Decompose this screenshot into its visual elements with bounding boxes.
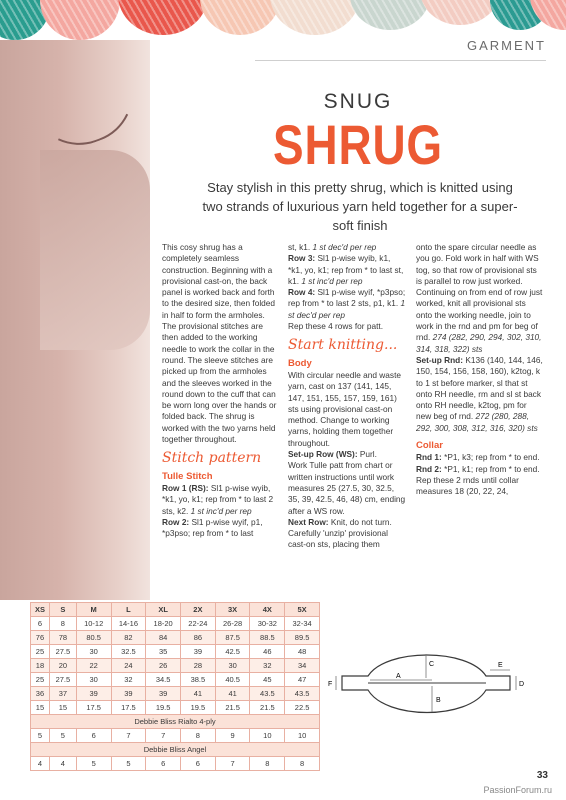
model-arm <box>40 150 150 350</box>
body-text: With circular needle and waste yarn, cast on 137 (141, 145, 147, 151, 155, 157, 159, 161) sts using provisional cast-on method. Change to working yarns, holding them together throughout. <box>288 369 401 448</box>
size-table-cell: 41 <box>215 687 250 701</box>
size-table-cell: 37 <box>49 687 76 701</box>
start-knitting-heading: Start knitting... <box>288 337 398 354</box>
size-table-cell: 43.5 <box>250 687 285 701</box>
size-table-cell: 30-32 <box>250 617 285 631</box>
title-shrug: SHRUG <box>273 113 443 176</box>
size-table-cell: 19.5 <box>146 701 181 715</box>
size-table-cell: 34 <box>285 659 320 673</box>
yarn-balls-banner <box>0 0 566 40</box>
watermark: PassionForum.ru <box>483 785 552 795</box>
size-table-cell: 32 <box>111 673 146 687</box>
size-table-cell: 26 <box>146 659 181 673</box>
size-table-cell: 22 <box>76 659 111 673</box>
size-table-body <box>31 617 320 771</box>
size-header-cell: XL <box>146 603 181 617</box>
size-table-cell: 20 <box>49 659 76 673</box>
standfirst: Stay stylish in this pretty shrug, which is knitted using two strands of luxurious yarn held together for a super-soft finish <box>202 180 518 233</box>
size-table-cell: 19.5 <box>181 701 216 715</box>
size-table-cell: 35 <box>146 645 181 659</box>
size-table-cell: 30 <box>215 659 250 673</box>
size-table-cell: 87.5 <box>215 631 250 645</box>
label-c: C <box>429 661 435 668</box>
body-heading: Body <box>288 357 312 369</box>
size-table-cell: 8 <box>49 617 76 631</box>
work-text: Work Tulle patt from chart or written instructions until work measures 25 (27.5, 30, 32.5, 35, 39, 42.5, 46, 48) cm, ending after a WS row. <box>288 460 406 516</box>
row3-instruction: Row 3: Sl1 p-wise wyib, k1, *k1, yo, k1; rep from * to last st, k1. 1 st inc'd per rep <box>288 253 404 286</box>
size-table-cell: 7 <box>146 729 181 743</box>
row2-instruction: Row 2: Sl1 p-wise wyif, p1, *p3pso; rep from * to last <box>162 516 263 539</box>
row4-instruction: Row 4: Sl1 p-wise wyif, *p3pso; rep from * to last 2 sts, p1, k1. 1 st dec'd per rep <box>288 287 406 320</box>
size-table-cell: 82 <box>111 631 146 645</box>
size-table-cell: 32.5 <box>111 645 146 659</box>
size-table-cell: 32-34 <box>285 617 320 631</box>
size-table-row <box>31 701 320 715</box>
size-table-cell: 25 <box>31 645 50 659</box>
yarn-label-row <box>31 743 320 757</box>
size-table-cell: 80.5 <box>76 631 111 645</box>
size-table-cell: 89.5 <box>285 631 320 645</box>
size-table-cell: 5 <box>31 729 50 743</box>
size-table-cell: 17.5 <box>76 701 111 715</box>
section-divider <box>255 60 546 61</box>
stitch-pattern-heading: Stitch pattern <box>162 450 262 467</box>
page-number: 33 <box>536 770 548 781</box>
size-table-cell: 28 <box>181 659 216 673</box>
size-table-cell: 6 <box>31 617 50 631</box>
cast-on-continued: onto the spare circular needle as you go. Fold work in half with WS tog, so that row of provisional sts is parallel to row just worked. Continuing on from end of row just worked, knit all provisional sts onto the working needle, join to work in the rnd and pm for beg of rnd. 274 (282, 290, 294, 302, 310, 314, 318, 322) sts <box>416 242 543 354</box>
size-table-cell: 5 <box>76 757 111 771</box>
size-table-row <box>31 631 320 645</box>
setup-row: Set-up Row (WS): Purl. <box>288 449 377 460</box>
model-photo <box>0 40 150 600</box>
size-table-cell: 86 <box>181 631 216 645</box>
size-table-cell: 15 <box>31 701 50 715</box>
size-table-cell: 8 <box>250 757 285 771</box>
size-table-cell: 76 <box>31 631 50 645</box>
necklace-cord <box>17 35 147 159</box>
repeat-rnds: Rep these 2 rnds until collar measures 18 (20, 22, 24, <box>416 474 519 497</box>
size-table-cell: 34.5 <box>146 673 181 687</box>
yarn-label-cell: Debbie Bliss Angel <box>31 743 320 757</box>
size-table-cell: 39 <box>111 687 146 701</box>
tulle-stitch-heading: Tulle Stitch <box>162 470 213 482</box>
column-2 <box>288 242 406 551</box>
size-table-cell: 18-20 <box>146 617 181 631</box>
size-table-cell: 6 <box>181 757 216 771</box>
size-table-cell: 22.5 <box>285 701 320 715</box>
row1-instruction: Row 1 (RS): Sl1 p-wise wyib, *k1, yo, k1; rep from * to last 2 sts, k2. 1 st inc'd per rep <box>162 482 274 516</box>
column-3 <box>416 242 544 498</box>
size-table-cell: 14-16 <box>111 617 146 631</box>
size-table-cell: 41 <box>181 687 216 701</box>
size-header-cell: 4X <box>250 603 285 617</box>
size-table-cell: 84 <box>146 631 181 645</box>
size-table-cell: 78 <box>49 631 76 645</box>
size-table-row <box>31 757 320 771</box>
size-table-cell: 18 <box>31 659 50 673</box>
size-table-cell: 39 <box>181 645 216 659</box>
size-table-cell: 88.5 <box>250 631 285 645</box>
size-table-cell: 15 <box>49 701 76 715</box>
size-table-cell: 5 <box>49 729 76 743</box>
size-table-cell: 10 <box>285 729 320 743</box>
section-tag: GARMENT <box>467 38 546 53</box>
rnd1-instruction: Rnd 1: *P1, k3; rep from * to end. <box>416 452 540 463</box>
size-chart-table <box>30 602 320 771</box>
size-table-cell: 38.5 <box>181 673 216 687</box>
size-table-cell: 17.5 <box>111 701 146 715</box>
size-table-cell: 30 <box>76 645 111 659</box>
size-table-cell: 10 <box>250 729 285 743</box>
size-header-cell: L <box>111 603 146 617</box>
size-table-cell: 40.5 <box>215 673 250 687</box>
size-table-cell: 5 <box>111 757 146 771</box>
size-table-cell: 26-28 <box>215 617 250 631</box>
size-table-row <box>31 687 320 701</box>
size-table-cell: 6 <box>146 757 181 771</box>
size-table-cell: 7 <box>215 757 250 771</box>
size-header-cell: 5X <box>285 603 320 617</box>
next-row: Next Row: Knit, do not turn. Carefully 'unzip' provisional cast-on sts, placing them <box>288 516 392 550</box>
size-table-cell: 36 <box>31 687 50 701</box>
size-table-cell: 8 <box>181 729 216 743</box>
size-table-row <box>31 659 320 673</box>
rnd2-instruction: Rnd 2: *P1, k1; rep from * to end. <box>416 463 540 474</box>
size-table-cell: 27.5 <box>49 645 76 659</box>
column-1 <box>162 242 280 539</box>
row2-continued: st, k1. 1 st dec'd per rep <box>288 242 377 252</box>
size-table-cell: 27.5 <box>49 673 76 687</box>
size-table-cell: 47 <box>285 673 320 687</box>
size-header-cell: 2X <box>181 603 216 617</box>
label-e: E <box>498 662 503 669</box>
label-d: D <box>519 681 525 688</box>
size-table-cell: 6 <box>76 729 111 743</box>
size-table-row <box>31 673 320 687</box>
size-header-cell: XS <box>31 603 50 617</box>
size-table-cell: 24 <box>111 659 146 673</box>
size-table <box>30 602 320 771</box>
size-header-cell: 3X <box>215 603 250 617</box>
size-table-cell: 39 <box>76 687 111 701</box>
size-table-cell: 45 <box>250 673 285 687</box>
size-table-cell: 9 <box>215 729 250 743</box>
yarn-label-row <box>31 715 320 729</box>
size-table-cell: 21.5 <box>215 701 250 715</box>
size-table-cell: 8 <box>285 757 320 771</box>
size-table-row <box>31 645 320 659</box>
size-table-cell: 42.5 <box>215 645 250 659</box>
setup-rnd: Set-up Rnd: K136 (140, 144, 146, 150, 154, 156, 158, 160), k2tog, k to 1 st before marker, sl that st onto RH needle, rm and sl st back onto RH needle, k2tog, pm for new beg of rnd. 272 (280, 288, 292, 300, 308, 312, 316, 320) sts <box>416 354 543 433</box>
size-table-cell: 48 <box>285 645 320 659</box>
size-table-cell: 32 <box>250 659 285 673</box>
size-header-cell: M <box>76 603 111 617</box>
title-snug: SNUG <box>323 90 393 113</box>
collar-heading: Collar <box>416 440 443 452</box>
size-table-cell: 4 <box>49 757 76 771</box>
size-table-cell: 10-12 <box>76 617 111 631</box>
size-table-cell: 25 <box>31 673 50 687</box>
size-table-cell: 22-24 <box>181 617 216 631</box>
repeat-text: Rep these 4 rows for patt. <box>288 321 384 332</box>
label-f: F <box>328 681 333 688</box>
size-table-cell: 4 <box>31 757 50 771</box>
intro-text: This cosy shrug has a completely seamless construction. Beginning with a provisional cast-on, the back panel is worked back and forth to the desired size, then folded in half to form the armholes. The provisional stitches are then added to the working needle to work the collar in the round. The sleeve stitches are picked up from the armholes and the sleeves worked in the round down to the cuff that can be worn long over the hands or folded back. The shrug is worked with the two yarns held together throughout. <box>162 242 277 445</box>
size-table-cell: 43.5 <box>285 687 320 701</box>
label-b: B <box>436 697 441 704</box>
size-table-cell: 39 <box>146 687 181 701</box>
size-table-cell: 21.5 <box>250 701 285 715</box>
size-table-cell: 46 <box>250 645 285 659</box>
size-table-row <box>31 729 320 743</box>
size-table-cell: 7 <box>111 729 146 743</box>
size-header-cell: S <box>49 603 76 617</box>
shrug-schematic <box>328 634 528 754</box>
size-table-row <box>31 617 320 631</box>
label-a: A <box>396 673 401 680</box>
size-table-cell: 30 <box>76 673 111 687</box>
yarn-label-cell: Debbie Bliss Rialto 4-ply <box>31 715 320 729</box>
size-header-row <box>31 603 320 617</box>
